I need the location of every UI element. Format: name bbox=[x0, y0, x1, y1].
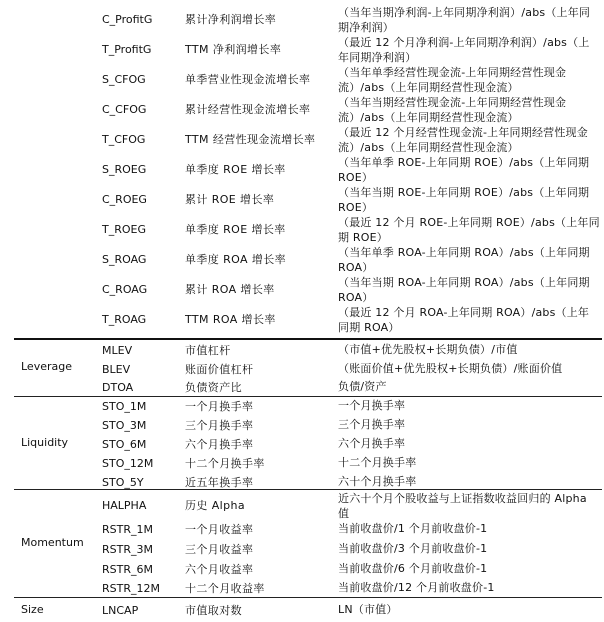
factor-definition: 六十个月换手率 bbox=[338, 475, 417, 488]
factor-definition: 负债/资产 bbox=[338, 380, 387, 393]
factor-definition: 一个月换手率 bbox=[338, 399, 406, 412]
factor-definition: （账面价值+优先股权+长期负债）/账面价值 bbox=[338, 362, 563, 375]
factor-definition: （最近 12 个月 ROE-上年同期 ROE）/abs（上年同期 ROE） bbox=[338, 216, 600, 244]
factor-name: 单季度 ROE 增长率 bbox=[185, 223, 286, 236]
factor-code: T_CFOG bbox=[102, 133, 146, 146]
factor-name: 累计 ROA 增长率 bbox=[185, 283, 275, 296]
table-row bbox=[0, 398, 604, 417]
table-row bbox=[0, 379, 604, 397]
table-row bbox=[0, 185, 604, 215]
factor-name: 十二个月换手率 bbox=[185, 457, 265, 470]
factor-name: 单季度 ROE 增长率 bbox=[185, 163, 286, 176]
factor-name: 市值杠杆 bbox=[185, 344, 231, 357]
factor-code: STO_5Y bbox=[102, 476, 144, 489]
factor-definition: （市值+优先股权+长期负债）/市值 bbox=[338, 343, 518, 356]
factor-name: 单季营业性现金流增长率 bbox=[185, 73, 311, 86]
factor-name: 负债资产比 bbox=[185, 381, 242, 394]
rule-liquidity-top bbox=[14, 396, 602, 397]
factor-definition: 十二个月换手率 bbox=[338, 456, 417, 469]
factor-name: TTM 经营性现金流增长率 bbox=[185, 133, 316, 146]
factor-code: T_ProfitG bbox=[102, 43, 152, 56]
factor-definition: （当年单季 ROE-上年同期 ROE）/abs（上年同期 ROE） bbox=[338, 156, 590, 184]
table-row bbox=[0, 436, 604, 455]
factor-code: LNCAP bbox=[102, 604, 139, 617]
table-row bbox=[0, 342, 604, 361]
factor-code: T_ROAG bbox=[102, 313, 147, 326]
factor-code: C_ProfitG bbox=[102, 13, 153, 26]
factor-name: 单季度 ROA 增长率 bbox=[185, 253, 287, 266]
factor-definition: （当年当期 ROA-上年同期 ROA）/abs（上年同期 ROA） bbox=[338, 276, 590, 304]
category-momentum: Momentum bbox=[21, 536, 84, 549]
table-row bbox=[0, 491, 604, 521]
factor-definition: （最近 12 个月净利润-上年同期净利润）/abs（上年同期净利润） bbox=[338, 36, 590, 64]
table-row bbox=[0, 155, 604, 185]
table-row bbox=[0, 417, 604, 436]
factor-code: C_CFOG bbox=[102, 103, 147, 116]
table-row bbox=[0, 275, 604, 305]
table-row bbox=[0, 541, 604, 561]
factor-code: S_CFOG bbox=[102, 73, 146, 86]
table-row bbox=[0, 215, 604, 245]
factor-code: S_ROAG bbox=[102, 253, 147, 266]
factor-name: 一个月换手率 bbox=[185, 400, 254, 413]
category-size: Size bbox=[21, 603, 44, 616]
table-row bbox=[0, 521, 604, 541]
table-row bbox=[0, 561, 604, 580]
table-row bbox=[0, 602, 604, 620]
factor-code: DTOA bbox=[102, 381, 134, 394]
factor-definition: 三个月换手率 bbox=[338, 418, 406, 431]
factor-definition: （当年单季经营性现金流-上年同期经营性现金流）/abs（上年同期经营性现金流） bbox=[338, 66, 567, 94]
table-row bbox=[0, 65, 604, 95]
table-row bbox=[0, 125, 604, 155]
rule-momentum-top bbox=[14, 489, 602, 490]
factor-code: MLEV bbox=[102, 344, 133, 357]
factor-name: 一个月收益率 bbox=[185, 523, 254, 536]
factor-code: HALPHA bbox=[102, 499, 147, 512]
factor-code: RSTR_6M bbox=[102, 563, 153, 576]
factor-name: 账面价值杠杆 bbox=[185, 363, 254, 376]
factor-definition: 当前收盘价/1 个月前收盘价-1 bbox=[338, 522, 488, 535]
factor-code: RSTR_12M bbox=[102, 582, 160, 595]
rule-leverage-top bbox=[14, 338, 602, 340]
factor-definition: 近六十个月个股收益与上证指数收益回归的 Alpha 值 bbox=[338, 492, 587, 520]
factor-name: 三个月换手率 bbox=[185, 419, 254, 432]
factor-definition: 当前收盘价/6 个月前收盘价-1 bbox=[338, 562, 488, 575]
table-row bbox=[0, 361, 604, 379]
rule-size-top bbox=[14, 597, 602, 598]
factor-definition: （最近 12 个月经营性现金流-上年同期经营性现金流）/abs（上年同期经营性现金流） bbox=[338, 126, 588, 154]
factor-code: STO_3M bbox=[102, 419, 147, 432]
factor-name: 累计净利润增长率 bbox=[185, 13, 277, 26]
factor-name: 累计 ROE 增长率 bbox=[185, 193, 275, 206]
factor-code: STO_12M bbox=[102, 457, 154, 470]
factor-definition: （当年当期经营性现金流-上年同期经营性现金流）/abs（上年同期经营性现金流） bbox=[338, 96, 567, 124]
factor-definition: （当年单季 ROA-上年同期 ROA）/abs（上年同期 ROA） bbox=[338, 246, 590, 274]
factor-name: 近五年换手率 bbox=[185, 476, 254, 489]
table-row bbox=[0, 35, 604, 65]
factor-code: S_ROEG bbox=[102, 163, 147, 176]
factor-code: T_ROEG bbox=[102, 223, 146, 236]
factor-name: 十二个月收益率 bbox=[185, 582, 265, 595]
table-row bbox=[0, 455, 604, 474]
factor-name: 市值取对数 bbox=[185, 604, 242, 617]
factor-definition: 六个月换手率 bbox=[338, 437, 406, 450]
factor-name: 历史 Alpha bbox=[185, 499, 245, 512]
factor-definition: （当年当期净利润-上年同期净利润）/abs（上年同期净利润） bbox=[338, 6, 591, 34]
table-row bbox=[0, 5, 604, 35]
factor-code: STO_1M bbox=[102, 400, 147, 413]
factor-code: STO_6M bbox=[102, 438, 147, 451]
factor-definition: 当前收盘价/3 个月前收盘价-1 bbox=[338, 542, 488, 555]
factor-code: C_ROAG bbox=[102, 283, 148, 296]
factor-name: TTM 净利润增长率 bbox=[185, 43, 282, 56]
factor-name: TTM ROA 增长率 bbox=[185, 313, 276, 326]
factor-definition: （当年当期 ROE-上年同期 ROE）/abs（上年同期 ROE） bbox=[338, 186, 590, 214]
table-row bbox=[0, 305, 604, 335]
category-liquidity: Liquidity bbox=[21, 436, 69, 449]
factor-name: 累计经营性现金流增长率 bbox=[185, 103, 311, 116]
factor-definition: 当前收盘价/12 个月前收盘价-1 bbox=[338, 581, 495, 594]
factor-code: BLEV bbox=[102, 363, 131, 376]
table-row bbox=[0, 95, 604, 125]
factor-code: RSTR_3M bbox=[102, 543, 153, 556]
factor-name: 六个月收益率 bbox=[185, 563, 254, 576]
factor-definition: （最近 12 个月 ROA-上年同期 ROA）/abs（上年同期 ROA） bbox=[338, 306, 590, 334]
category-leverage: Leverage bbox=[21, 360, 72, 373]
factor-definition: LN（市值） bbox=[338, 603, 398, 616]
factor-name: 六个月换手率 bbox=[185, 438, 254, 451]
factor-name: 三个月收益率 bbox=[185, 543, 254, 556]
table-row bbox=[0, 245, 604, 275]
factor-code: RSTR_1M bbox=[102, 523, 153, 536]
factor-code: C_ROEG bbox=[102, 193, 147, 206]
